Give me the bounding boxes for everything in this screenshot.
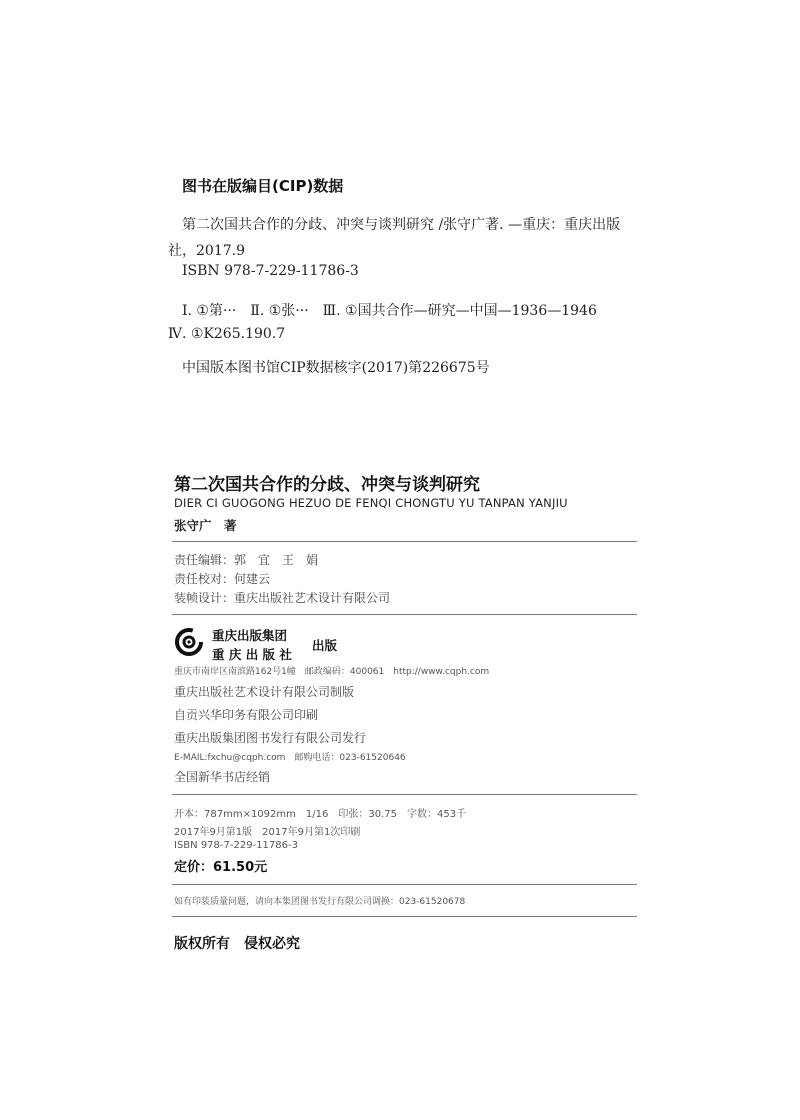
responsible-proofreader: 责任校对：何建云: [174, 572, 271, 586]
divider: [172, 794, 637, 795]
publisher-group-name: 重庆出版集团: [212, 628, 288, 643]
copyright-notice: 版权所有 侵权必究: [174, 936, 300, 952]
cip-check-number: 中国版本图书馆CIP数据核字(2017)第226675号: [182, 360, 490, 376]
book-pinyin-title: DIER CI GUOGONG HEZUO DE FENQI CHONGTU YU TANPAN YANJIU: [174, 496, 568, 510]
divider: [172, 614, 637, 615]
publisher-address: 重庆市南岸区南滨路162号1幢 邮政编码：400061 http://www.cqph.com: [174, 667, 490, 677]
cip-classification-line1: Ⅰ. ①第··· Ⅱ. ①张··· Ⅲ. ①国共合作—研究—中国—1936—1946: [182, 303, 597, 319]
cover-designer: 装帧设计：重庆出版社艺术设计有限公司: [174, 591, 391, 605]
cip-isbn: ISBN 978-7-229-11786-3: [182, 263, 359, 279]
distributor: 重庆出版集团图书发行有限公司发行: [174, 731, 367, 745]
divider: [172, 916, 637, 917]
cip-description-line2: 社，2017.9: [168, 243, 245, 259]
specs-isbn: ISBN 978-7-229-11786-3: [174, 840, 298, 851]
book-title: 第二次国共合作的分歧、冲突与谈判研究: [174, 475, 480, 495]
publisher-email-phone: E-MAIL:fxchu@cqph.com 邮购电话：023-61520646: [174, 753, 406, 763]
cip-description-line1: 第二次国共合作的分歧、冲突与谈判研究 /张守广著. —重庆：重庆出版: [182, 217, 621, 233]
quality-notice: 如有印装质量问题，请向本集团图书发行有限公司调换：023-61520678: [174, 897, 466, 907]
edition-info: 2017年9月第1版 2017年9月第1次印刷: [174, 827, 361, 838]
plate-maker: 重庆出版社艺术设计有限公司制版: [174, 685, 355, 699]
responsible-editor: 责任编辑：郭 宜 王 娟: [174, 553, 319, 567]
cip-classification-line2: Ⅳ. ①K265.190.7: [168, 326, 286, 342]
publisher-role: 出版: [312, 638, 338, 653]
divider: [172, 541, 637, 542]
price: 定价：61.50元: [174, 860, 268, 875]
printer: 自贡兴华印务有限公司印刷: [174, 708, 319, 722]
book-author: 张守广 著: [174, 518, 237, 533]
book-format-specs: 开本：787mm×1092mm 1/16 印张：30.75 字数：453千: [174, 809, 467, 820]
cip-heading: 图书在版编目(CIP)数据: [182, 177, 344, 195]
seller: 全国新华书店经销: [174, 770, 271, 784]
publisher-house-name: 重 庆 出 版 社: [212, 647, 292, 662]
publisher-logo-icon: [174, 627, 204, 657]
divider: [172, 884, 637, 885]
